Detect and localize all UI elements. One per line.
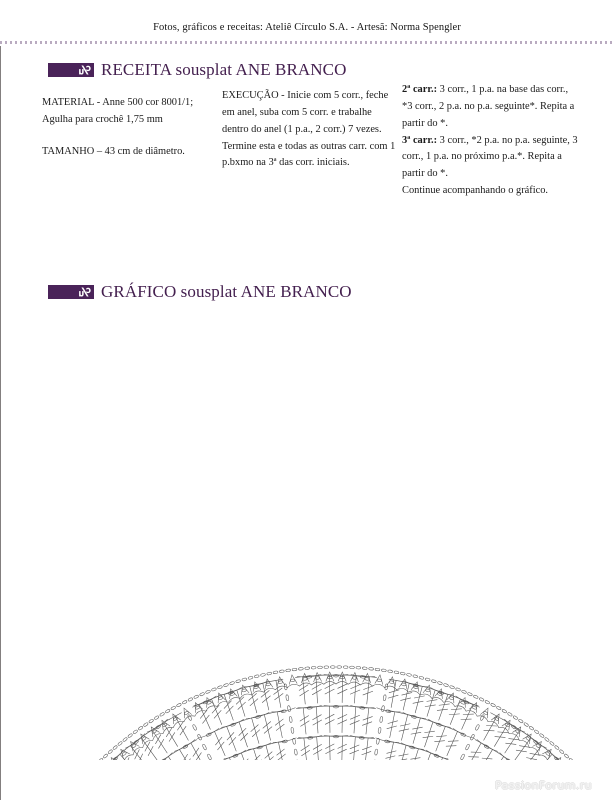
recipe-material-paragraph: MATERIAL - Anne 500 cor 8001/1; Agulha para crochê 1,75 mm	[42, 97, 194, 125]
recipe-continue-note: Continue acompanhando o gráfico.	[402, 185, 549, 197]
crochet-stitch-diagram	[18, 310, 596, 760]
recipe-text-columns	[42, 84, 580, 200]
scroll-glyph-mark: ℆	[79, 63, 91, 77]
section-heading-grafico-label: GRÁFICO sousplat ANE BRANCO	[101, 282, 352, 301]
page-binding-edge	[0, 46, 1, 800]
scroll-glyph-icon	[48, 285, 94, 299]
recipe-row-2	[402, 82, 580, 133]
recipe-column-carreiras	[402, 82, 580, 200]
crochet-diagram-svg	[18, 310, 596, 760]
recipe-execucao-paragraph: EXECUÇÃO - Inicie com 5 corr., feche em anel, suba com 5 corr. e trabalhe dentro do anel (1 p.a., 2 corr.) 7 vezes. Termine esta e todas as outras carr. com 1 p.bxmo na 3ª das corr. iniciais.	[222, 90, 396, 169]
recipe-row-2-label: 2ª carr.:	[402, 84, 438, 95]
scroll-glyph-mark: ℆	[79, 285, 91, 299]
recipe-row-3-text: 3 corr., *2 p.a. no p.a. seguinte, 3 corr., 1 p.a. no próximo p.a.*. Repita a partir do *.	[402, 134, 578, 180]
page-credit-line: Fotos, gráficos e receitas: Ateliê Círculo S.A. - Artesã: Norma Spengler	[153, 22, 461, 33]
recipe-size-paragraph: TAMANHO – 43 cm de diâmetro.	[42, 145, 185, 157]
section-heading-receita	[48, 60, 347, 80]
recipe-column-material	[42, 95, 222, 200]
header-dotted-rule	[0, 41, 614, 44]
section-heading-receita-label: RECEITA sousplat ANE BRANCO	[101, 60, 347, 79]
recipe-column-execucao	[222, 88, 402, 200]
recipe-row-2-text: 3 corr., 1 p.a. na base das corr., *3 corr., 2 p.a. no p.a. seguinte*. Repita a partir do *.	[402, 84, 575, 129]
recipe-row-3-label: 3ª carr.:	[402, 134, 438, 146]
scroll-glyph-icon	[48, 63, 94, 77]
site-watermark: PassionForum.ru	[495, 779, 592, 792]
section-heading-grafico	[48, 282, 352, 302]
recipe-row-3	[402, 133, 580, 184]
